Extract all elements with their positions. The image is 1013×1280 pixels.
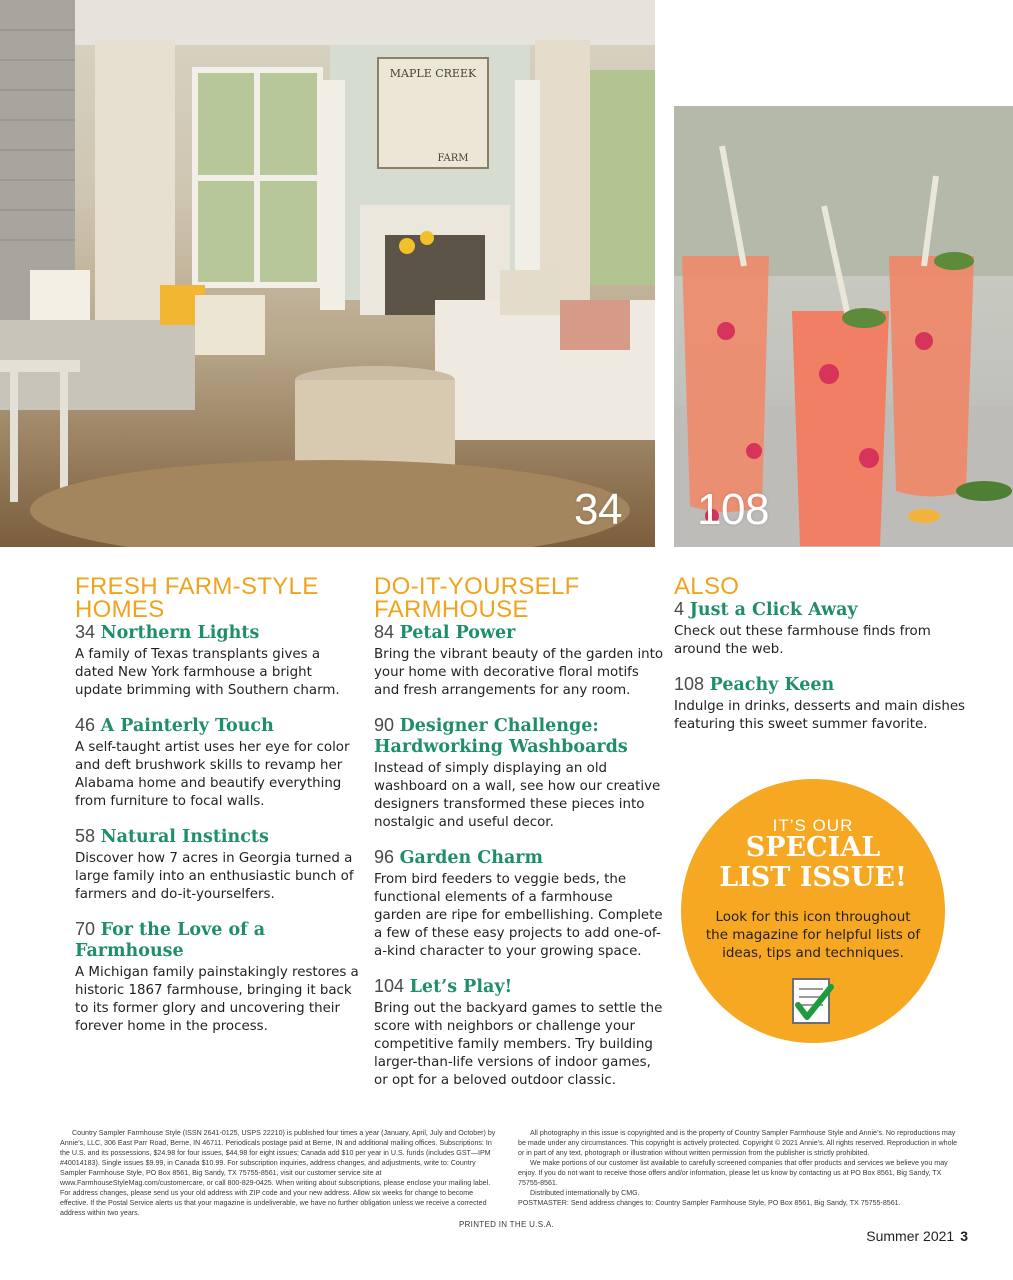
article-title: Natural Instincts: [100, 827, 269, 847]
article-description: Bring the vibrant beauty of the garden into your home with decorative floral motifs and fresh arrangements for any room.: [374, 647, 664, 698]
article-page: 104: [374, 976, 405, 996]
section-heading: ALSO: [674, 573, 740, 600]
article-description: Indulge in drinks, desserts and main dishes featuring this sweet summer favorite.: [674, 699, 966, 732]
peach-drinks-illustration: [674, 106, 1013, 547]
article-description: A self-taught artist uses her eye for color and deft brushwork skills to revamp her Alabama home and beautify everything from furniture to focal walls.: [75, 740, 350, 809]
article-title: Garden Charm: [399, 848, 544, 868]
column-do-it-yourself-farmhouse: [374, 575, 664, 1090]
article-page: 96: [374, 847, 395, 867]
article-description: Bring out the backyard games to settle the score with neighbors or challenge your competitive family members. Try building larger-than-life versions of indoor games, or opt for a beloved outdoor classic.: [374, 1001, 663, 1088]
badge-title-line1: SPECIAL: [745, 832, 881, 863]
fine-print-paragraph: Distributed internationally by CMG.: [530, 1189, 640, 1197]
article-title: Just a Click Away: [689, 600, 858, 620]
page-number-34: 34: [574, 485, 622, 534]
fine-print-paragraph: We make portions of our customer list available to carefully screened companies that offer products and services we believe you may enjoy. If you do not want to receive those offers and/or information, please let us know by contacting us at PO Box 8561, Big Sandy, TX 75755-8561.: [518, 1159, 948, 1187]
article-title: Northern Lights: [100, 623, 260, 643]
article-garden-charm[interactable]: [374, 847, 664, 961]
article-northern-lights[interactable]: [75, 622, 360, 700]
page-number-108: 108: [697, 485, 769, 534]
checklist-icon: [785, 975, 837, 1027]
article-peachy-keen[interactable]: [674, 674, 974, 734]
article-title: For the Love of a Farmhouse: [75, 920, 266, 961]
living-room-photo: [0, 0, 655, 547]
article-description: Instead of simply displaying an old washboard on a wall, see how our creative designers transformed these pieces into nostalgic and useful decor.: [374, 761, 661, 830]
article-page: 70: [75, 919, 96, 939]
article-description: Check out these farmhouse finds from around the web.: [674, 624, 931, 657]
article-page: 4: [674, 599, 685, 619]
sign-line1: MAPLE CREEK: [389, 67, 477, 80]
printed-in-usa: PRINTED IN THE U.S.A.: [458, 1220, 555, 1229]
article-a-painterly-touch[interactable]: [75, 715, 360, 811]
article-page: 84: [374, 622, 395, 642]
page-folio: [866, 1228, 968, 1244]
article-lets-play[interactable]: [374, 976, 664, 1090]
article-page: 46: [75, 715, 96, 735]
article-for-the-love-of-a-farmhouse[interactable]: [75, 919, 360, 1036]
article-page: 58: [75, 826, 96, 846]
section-heading: DO-IT-YOURSELF FARMHOUSE: [374, 573, 580, 623]
article-description: A family of Texas transplants gives a dated New York farmhouse a bright update brimming with Southern charm.: [75, 647, 340, 698]
fine-print-right: [518, 1128, 958, 1208]
fine-print-paragraph: Country Sampler Farmhouse Style (ISSN 2641-0125, USPS 22210) is published four times a year (January, April, July and October) by Annie’s, LLC, 306 East Parr Road, Berne, IN 46711. Periodicals postage paid at Berne, IN and additional mailing offices. Subscriptions: In the U.S. and its possessions, $24.98 for four issues, $44.98 for eight issues; Canada add $10 per year in U.S. funds (includes GST—IPM #40014183). Single issues $9.99, in Canada $10.99. For subscription inquiries, address changes, and adjustments, write to: Country Sampler Farmhouse Style, PO Box 8561, Big Sandy, TX 75755-8561, visit our customer service site at www.FarmhouseStyleMag.com/customercare, or call 800-829-0425. When writing about subscriptions, please enclose your mailing label. For address changes, please send us your old address with ZIP code and your new address. Allow six weeks for change to become effective. If the Postal Service alerts us that your magazine is undeliverable, we have no further obligation unless we receive a corrected address within two years.: [60, 1129, 496, 1217]
section-heading: FRESH FARM-STYLE HOMES: [75, 573, 319, 623]
article-natural-instincts[interactable]: [75, 826, 360, 904]
issue-label: Summer 2021: [866, 1228, 955, 1244]
living-room-illustration: [0, 0, 655, 547]
badge-title: [681, 833, 945, 893]
column-fresh-farm-style-homes: [75, 575, 360, 1036]
article-title: Petal Power: [399, 623, 516, 643]
article-title: Peachy Keen: [709, 675, 835, 695]
article-description: From bird feeders to veggie beds, the functional elements of a farmhouse garden are ripe for embellishing. Complete a few of these easy projects to add one-of-a-kind character to your growing space.: [374, 872, 663, 959]
fine-print-paragraph: POSTMASTER: Send address changes to: Country Sampler Farmhouse Style, PO Box 8561, Big Sandy, TX 75755-8561.: [518, 1199, 901, 1207]
article-description: Discover how 7 acres in Georgia turned a large family into an enthusiastic bunch of farmers and do-it-yourselfers.: [75, 851, 354, 902]
sign-line2: FARM: [437, 153, 469, 164]
article-designer-challenge[interactable]: [374, 715, 664, 832]
article-title: A Painterly Touch: [100, 716, 274, 736]
column-also: [674, 575, 974, 734]
article-petal-power[interactable]: [374, 622, 664, 700]
fine-print-paragraph: All photography in this issue is copyrighted and is the property of Country Sampler Farmhouse Style and Annie’s. No reproductions may be made under any circumstances. This copyright is actively protected. Copyright © 2021 Annie’s. All rights reserved. Reproduction in whole or in part of any text, photograph or illustration without written permission from the publisher is strictly prohibited.: [518, 1129, 958, 1157]
article-page: 90: [374, 715, 395, 735]
article-page: 34: [75, 622, 96, 642]
special-list-issue-badge: [681, 779, 945, 1043]
article-title: Let’s Play!: [409, 977, 513, 997]
fine-print-left: [60, 1128, 500, 1218]
article-page: 108: [674, 674, 705, 694]
badge-title-line2: LIST ISSUE!: [719, 862, 907, 893]
badge-text: Look for this icon throughout the magazine for helpful lists of ideas, tips and techniques.: [705, 909, 921, 961]
folio-page-number: 3: [960, 1228, 968, 1244]
badge-kicker: IT’S OUR: [772, 816, 854, 835]
article-title: Designer Challenge: Hardworking Washboards: [374, 716, 628, 757]
article-just-a-click-away[interactable]: [674, 599, 974, 659]
article-description: A Michigan family painstakingly restores a historic 1867 farmhouse, bringing it back to its former glory and uncovering their forever home in the process.: [75, 965, 359, 1034]
peach-drinks-photo: [674, 106, 1013, 547]
